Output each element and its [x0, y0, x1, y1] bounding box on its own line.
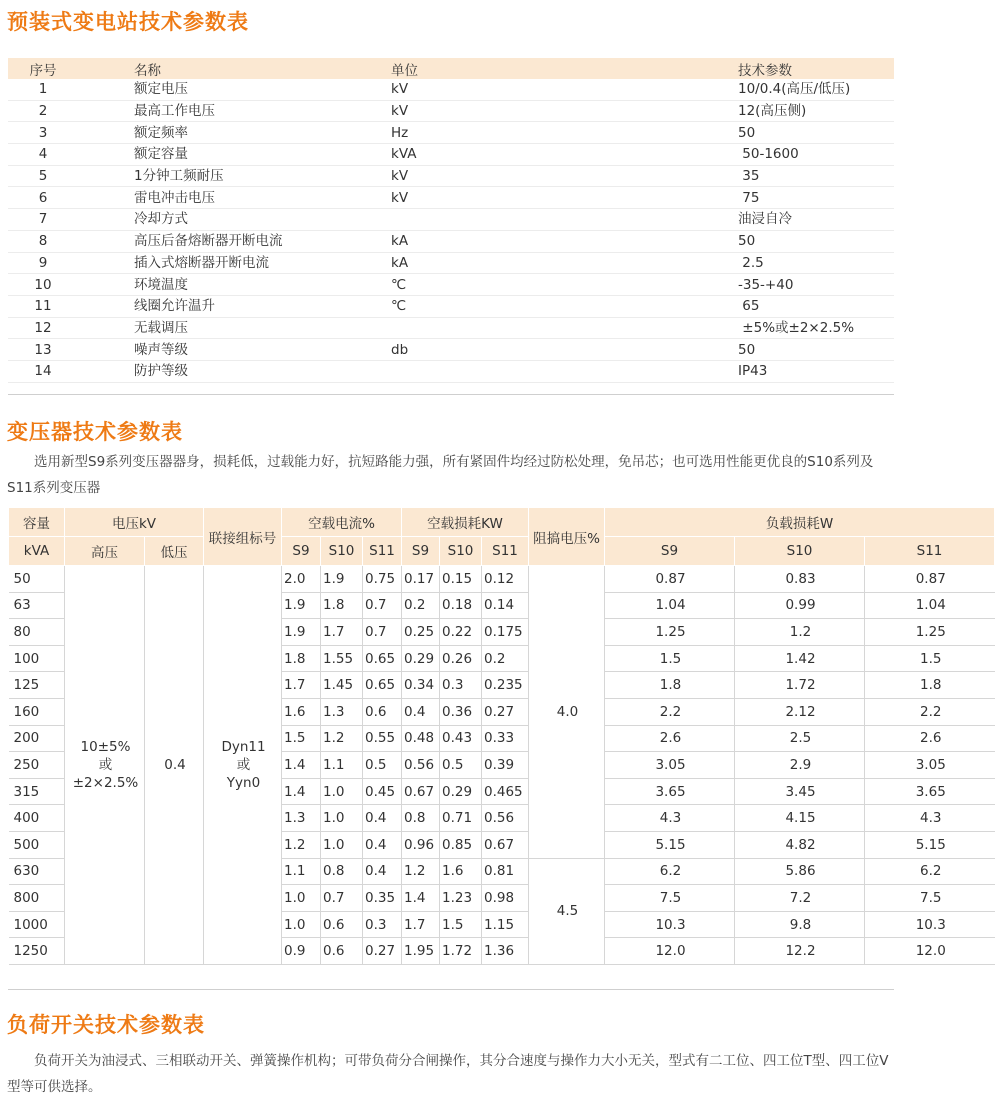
table-row	[8, 144, 894, 166]
load-loss-cell: 1.8	[605, 672, 735, 699]
noload-current-cell: 0.55	[363, 725, 402, 752]
load-loss-cell: 6.2	[605, 858, 735, 885]
noload-current-cell: 1.9	[321, 566, 363, 593]
header-load-loss: 负载损耗W	[605, 508, 995, 537]
param-unit: kV	[391, 168, 409, 185]
capacity-cell: 125	[9, 672, 65, 699]
load-loss-cell: 3.65	[605, 778, 735, 805]
table-row	[8, 360, 894, 382]
noload-loss-cell: 0.36	[440, 698, 482, 725]
noload-current-cell: 0.6	[321, 911, 363, 938]
param-unit: kV	[391, 189, 409, 206]
table-row	[8, 187, 894, 209]
high-voltage-line: 10±5%	[80, 738, 131, 755]
load-loss-cell: 7.2	[735, 885, 865, 912]
capacity-cell: 63	[9, 592, 65, 619]
transformer-params-table	[8, 507, 995, 965]
noload-current-cell: 1.4	[282, 752, 321, 779]
capacity-cell: 315	[9, 778, 65, 805]
noload-current-cell: 0.5	[363, 752, 402, 779]
noload-loss-cell: 1.2	[402, 858, 440, 885]
param-unit	[348, 317, 576, 339]
load-loss-cell: 12.0	[865, 938, 995, 965]
connection-group-line: Yyn0	[226, 774, 261, 791]
header-p0-s11: S11	[482, 537, 529, 566]
noload-loss-cell: 0.5	[440, 752, 482, 779]
load-loss-cell: 10.3	[865, 911, 995, 938]
capacity-cell: 50	[9, 566, 65, 593]
capacity-cell: 250	[9, 752, 65, 779]
noload-loss-cell: 0.4	[402, 698, 440, 725]
capacity-cell: 100	[9, 645, 65, 672]
noload-loss-cell: 0.56	[482, 805, 529, 832]
load-loss-cell: 0.83	[735, 566, 865, 593]
row-index: 4	[38, 146, 48, 163]
param-value: 65	[738, 298, 760, 315]
noload-loss-cell: 0.98	[482, 885, 529, 912]
load-loss-cell: 4.3	[605, 805, 735, 832]
row-index: 14	[34, 363, 52, 380]
row-index: 6	[38, 189, 48, 206]
noload-loss-cell: 0.14	[482, 592, 529, 619]
param-value: -35-+40	[738, 276, 794, 293]
param-value: 50	[738, 233, 756, 250]
param-unit: kA	[391, 254, 409, 271]
table-row	[8, 230, 894, 252]
param-unit: kVA	[391, 146, 417, 163]
noload-current-cell: 1.4	[282, 778, 321, 805]
noload-loss-cell: 1.4	[402, 885, 440, 912]
noload-current-cell: 1.2	[282, 831, 321, 858]
header-p0-s10: S10	[440, 537, 482, 566]
load-loss-cell: 2.2	[605, 698, 735, 725]
load-loss-cell: 12.0	[605, 938, 735, 965]
noload-loss-cell: 0.17	[402, 566, 440, 593]
noload-current-cell: 1.3	[321, 698, 363, 725]
param-value: IP43	[738, 363, 768, 380]
transformer-description: 选用新型S9系列变压器器身，损耗低，过载能力好，抗短路能力强，所有紧固件均经过防松处理，免吊芯；也可选用性能更优良的S10系列及S11系列变压器	[7, 454, 874, 496]
noload-loss-cell: 1.5	[440, 911, 482, 938]
header-pk-s10: S10	[735, 537, 865, 566]
load-loss-cell: 3.45	[735, 778, 865, 805]
table-row	[8, 165, 894, 187]
param-name: 噪声等级	[134, 341, 188, 358]
capacity-cell: 200	[9, 725, 65, 752]
header-pk-s9: S9	[605, 537, 735, 566]
load-loss-cell: 4.3	[865, 805, 995, 832]
noload-loss-cell: 0.22	[440, 619, 482, 646]
connection-group-line: 或	[236, 756, 251, 773]
capacity-cell: 630	[9, 858, 65, 885]
noload-loss-cell: 0.43	[440, 725, 482, 752]
load-loss-cell: 1.04	[865, 592, 995, 619]
load-loss-cell: 12.2	[735, 938, 865, 965]
noload-current-cell: 0.45	[363, 778, 402, 805]
load-switch-description: 负荷开关为油浸式、三相联动开关、弹簧操作机构；可带负荷分合闸操作，其分合速度与操作力大小无关，型式有二工位、四工位T型、四工位V型等可供选择。	[7, 1053, 889, 1095]
noload-loss-cell: 0.67	[402, 778, 440, 805]
row-index: 11	[34, 298, 52, 315]
load-loss-cell: 3.65	[865, 778, 995, 805]
load-loss-cell: 1.72	[735, 672, 865, 699]
row-index: 1	[38, 81, 48, 98]
row-index: 9	[38, 254, 48, 271]
load-loss-cell: 2.12	[735, 698, 865, 725]
noload-current-cell: 1.1	[321, 752, 363, 779]
load-loss-cell: 5.86	[735, 858, 865, 885]
header-capacity: 容量	[9, 508, 65, 537]
param-name: 额定频率	[134, 124, 188, 141]
noload-loss-cell: 1.7	[402, 911, 440, 938]
noload-current-cell: 0.6	[363, 698, 402, 725]
noload-loss-cell: 0.8	[402, 805, 440, 832]
load-loss-cell: 2.6	[605, 725, 735, 752]
noload-loss-cell: 0.96	[402, 831, 440, 858]
param-name: 环境温度	[134, 276, 188, 293]
high-voltage-cell	[65, 566, 145, 965]
param-name: 插入式熔断器开断电流	[134, 254, 269, 271]
noload-current-cell: 0.9	[282, 938, 321, 965]
section-title-substation: 预装式变电站技术参数表	[7, 10, 249, 34]
table-row	[8, 295, 894, 317]
header-index: 序号	[8, 58, 78, 79]
table-row	[8, 339, 894, 361]
noload-loss-cell: 0.71	[440, 805, 482, 832]
impedance-voltage-cell: 4.0	[529, 566, 605, 859]
param-unit: db	[391, 341, 409, 358]
noload-current-cell: 1.7	[321, 619, 363, 646]
row-index: 10	[34, 276, 52, 293]
capacity-cell: 160	[9, 698, 65, 725]
noload-current-cell: 1.0	[321, 805, 363, 832]
load-loss-cell: 2.5	[735, 725, 865, 752]
noload-current-cell: 2.0	[282, 566, 321, 593]
noload-loss-cell: 0.3	[440, 672, 482, 699]
header-unit: 单位	[348, 58, 576, 79]
noload-current-cell: 1.45	[321, 672, 363, 699]
noload-current-cell: 1.0	[282, 885, 321, 912]
noload-loss-cell: 1.15	[482, 911, 529, 938]
param-value: 50	[738, 341, 756, 358]
table-row	[8, 317, 894, 339]
noload-current-cell: 1.6	[282, 698, 321, 725]
noload-loss-cell: 0.18	[440, 592, 482, 619]
noload-loss-cell: 0.26	[440, 645, 482, 672]
row-index: 13	[34, 341, 52, 358]
table-row	[8, 252, 894, 274]
noload-loss-cell: 0.67	[482, 831, 529, 858]
noload-current-cell: 1.0	[321, 778, 363, 805]
param-value: 35	[738, 168, 760, 185]
param-unit: Hz	[391, 124, 409, 141]
row-index: 2	[38, 103, 48, 120]
param-unit: kV	[391, 103, 409, 120]
noload-loss-cell: 0.12	[482, 566, 529, 593]
noload-current-cell: 1.2	[321, 725, 363, 752]
header-connection-group: 联接组标号	[204, 508, 282, 566]
row-index: 8	[38, 233, 48, 250]
table-row	[8, 209, 894, 231]
load-loss-cell: 4.15	[735, 805, 865, 832]
noload-loss-cell: 0.25	[402, 619, 440, 646]
param-value: ±5%或±2×2.5%	[738, 319, 855, 336]
header-capacity-unit: kVA	[9, 537, 65, 566]
load-loss-cell: 5.15	[865, 831, 995, 858]
load-loss-cell: 2.6	[865, 725, 995, 752]
row-index: 12	[34, 319, 52, 336]
noload-current-cell: 1.8	[321, 592, 363, 619]
noload-current-cell: 1.1	[282, 858, 321, 885]
load-loss-cell: 0.87	[865, 566, 995, 593]
load-loss-cell: 1.42	[735, 645, 865, 672]
header-voltage: 电压kV	[65, 508, 204, 537]
load-loss-cell: 10.3	[605, 911, 735, 938]
noload-current-cell: 0.4	[363, 805, 402, 832]
param-value: 50-1600	[738, 146, 799, 163]
noload-loss-cell: 0.85	[440, 831, 482, 858]
load-loss-cell: 0.87	[605, 566, 735, 593]
noload-current-cell: 0.65	[363, 645, 402, 672]
header-name: 名称	[78, 58, 348, 79]
noload-loss-cell: 0.29	[440, 778, 482, 805]
noload-current-cell: 1.7	[282, 672, 321, 699]
header-p0-s9: S9	[402, 537, 440, 566]
noload-loss-cell: 1.36	[482, 938, 529, 965]
param-name: 额定容量	[134, 146, 188, 163]
param-unit: ℃	[391, 298, 407, 315]
param-value: 2.5	[738, 254, 764, 271]
header-impedance-voltage: 阻搞电压%	[529, 508, 605, 566]
load-loss-cell: 7.5	[865, 885, 995, 912]
param-value: 10/0.4(高压/低压)	[738, 81, 851, 98]
param-name: 冷却方式	[134, 211, 188, 228]
table-row	[9, 566, 995, 593]
table-row	[8, 274, 894, 296]
row-index: 5	[38, 168, 48, 185]
capacity-cell: 400	[9, 805, 65, 832]
param-value: 50	[738, 124, 756, 141]
noload-loss-cell: 0.235	[482, 672, 529, 699]
header-i-s11: S11	[363, 537, 402, 566]
low-voltage-cell: 0.4	[145, 566, 204, 965]
divider	[8, 989, 894, 990]
header-low-voltage: 低压	[145, 537, 204, 566]
load-loss-cell: 7.5	[605, 885, 735, 912]
param-unit: kV	[391, 81, 409, 98]
param-unit	[348, 360, 576, 382]
noload-current-cell: 0.35	[363, 885, 402, 912]
load-loss-cell: 1.8	[865, 672, 995, 699]
divider	[8, 394, 894, 395]
load-loss-cell: 2.2	[865, 698, 995, 725]
noload-loss-cell: 0.465	[482, 778, 529, 805]
header-noload-current: 空载电流%	[282, 508, 402, 537]
noload-loss-cell: 0.81	[482, 858, 529, 885]
load-loss-cell: 1.5	[865, 645, 995, 672]
substation-params-table	[8, 58, 894, 383]
load-loss-cell: 1.2	[735, 619, 865, 646]
noload-current-cell: 0.75	[363, 566, 402, 593]
param-value: 油浸自冷	[738, 211, 792, 228]
param-unit	[348, 209, 576, 231]
header-high-voltage: 高压	[65, 537, 145, 566]
row-index: 3	[38, 124, 48, 141]
noload-loss-cell: 0.48	[402, 725, 440, 752]
noload-current-cell: 0.7	[363, 619, 402, 646]
header-i-s10: S10	[321, 537, 363, 566]
load-loss-cell: 0.99	[735, 592, 865, 619]
noload-current-cell: 1.5	[282, 725, 321, 752]
noload-loss-cell: 0.175	[482, 619, 529, 646]
noload-loss-cell: 0.27	[482, 698, 529, 725]
noload-loss-cell: 0.39	[482, 752, 529, 779]
header-pk-s11: S11	[865, 537, 995, 566]
param-name: 最高工作电压	[134, 103, 215, 120]
load-loss-cell: 1.04	[605, 592, 735, 619]
capacity-cell: 1000	[9, 911, 65, 938]
connection-group-line: Dyn11	[221, 738, 266, 755]
param-name: 雷电冲击电压	[134, 189, 215, 206]
param-name: 额定电压	[134, 81, 188, 98]
capacity-cell: 80	[9, 619, 65, 646]
noload-current-cell: 1.8	[282, 645, 321, 672]
capacity-cell: 800	[9, 885, 65, 912]
capacity-cell: 1250	[9, 938, 65, 965]
noload-loss-cell: 0.33	[482, 725, 529, 752]
param-name: 线圈允许温升	[134, 298, 215, 315]
load-loss-cell: 9.8	[735, 911, 865, 938]
noload-current-cell: 1.9	[282, 619, 321, 646]
noload-current-cell: 0.7	[321, 885, 363, 912]
noload-current-cell: 0.6	[321, 938, 363, 965]
table-row	[8, 79, 894, 100]
table-row	[8, 122, 894, 144]
noload-loss-cell: 0.15	[440, 566, 482, 593]
param-value: 75	[738, 189, 760, 206]
load-loss-cell: 4.82	[735, 831, 865, 858]
param-name: 无载调压	[134, 319, 188, 336]
param-name: 防护等级	[134, 363, 188, 380]
load-loss-cell: 5.15	[605, 831, 735, 858]
impedance-voltage-cell: 4.5	[529, 858, 605, 964]
high-voltage-line: ±2×2.5%	[72, 774, 139, 791]
load-loss-cell: 2.9	[735, 752, 865, 779]
header-noload-loss: 空载损耗KW	[402, 508, 529, 537]
connection-group-cell	[204, 566, 282, 965]
noload-loss-cell: 1.23	[440, 885, 482, 912]
noload-loss-cell: 0.2	[482, 645, 529, 672]
load-loss-cell: 6.2	[865, 858, 995, 885]
noload-loss-cell: 0.34	[402, 672, 440, 699]
noload-current-cell: 0.4	[363, 858, 402, 885]
noload-current-cell: 0.27	[363, 938, 402, 965]
noload-current-cell: 0.7	[363, 592, 402, 619]
load-loss-cell: 3.05	[605, 752, 735, 779]
high-voltage-line: 或	[98, 756, 113, 773]
header-value: 技术参数	[576, 58, 894, 79]
param-name: 1分钟工频耐压	[134, 168, 224, 185]
noload-current-cell: 1.55	[321, 645, 363, 672]
noload-current-cell: 0.65	[363, 672, 402, 699]
capacity-cell: 500	[9, 831, 65, 858]
param-unit: kA	[391, 233, 409, 250]
noload-loss-cell: 1.95	[402, 938, 440, 965]
noload-current-cell: 1.3	[282, 805, 321, 832]
noload-loss-cell: 1.6	[440, 858, 482, 885]
load-loss-cell: 3.05	[865, 752, 995, 779]
noload-current-cell: 1.9	[282, 592, 321, 619]
load-loss-cell: 1.25	[605, 619, 735, 646]
noload-current-cell: 1.0	[321, 831, 363, 858]
noload-current-cell: 0.3	[363, 911, 402, 938]
load-loss-cell: 1.5	[605, 645, 735, 672]
noload-current-cell: 0.4	[363, 831, 402, 858]
noload-loss-cell: 0.29	[402, 645, 440, 672]
noload-current-cell: 1.0	[282, 911, 321, 938]
param-name: 高压后备熔断器开断电流	[134, 233, 283, 250]
param-unit: ℃	[391, 276, 407, 293]
row-index: 7	[38, 211, 48, 228]
param-value: 12(高压侧)	[738, 103, 807, 120]
load-loss-cell: 1.25	[865, 619, 995, 646]
noload-loss-cell: 1.72	[440, 938, 482, 965]
section-title-load-switch: 负荷开关技术参数表	[7, 1013, 205, 1037]
header-i-s9: S9	[282, 537, 321, 566]
noload-current-cell: 0.8	[321, 858, 363, 885]
section-title-transformer: 变压器技术参数表	[7, 420, 183, 444]
noload-loss-cell: 0.56	[402, 752, 440, 779]
table-header-row	[8, 58, 894, 79]
noload-loss-cell: 0.2	[402, 592, 440, 619]
table-row	[8, 100, 894, 122]
